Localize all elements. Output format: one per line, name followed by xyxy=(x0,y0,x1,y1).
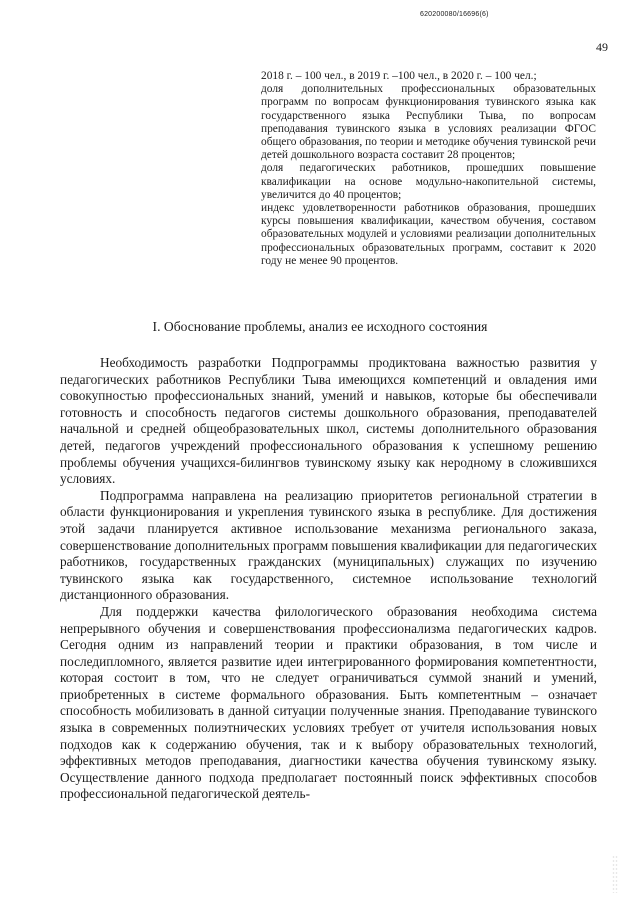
document-registry-number: 620200080/16696(6) xyxy=(420,11,489,18)
page-number: 49 xyxy=(596,40,608,54)
indicator-line: доля педагогических работников, прошедших повышение квалификации на основе модульно-накопительной системы, увеличится до 40 процентов; xyxy=(261,162,596,201)
scan-smudge xyxy=(612,855,618,893)
paragraph: Подпрограмма направлена на реализацию приоритетов региональной стратегии в области функционирования и укрепления тувинского языка в республике. Для достижения этой задачи планируется активное использование механизма регионального заказа, совершенствование дополнительных программ повышения квалификации для педагогических работников, государственных гражданских (муниципальных) служащих по изучению тувинского языка как государственного, системное использование технологий дистанционного образования. xyxy=(60,487,597,603)
indicator-line: доля дополнительных профессиональных образовательных программ по вопросам функционирования тувинского языка как государственного языка Республики Тыва, по вопросам преподавания тувинского языка в условиях реализации ФГОС общего образования, по теории и методике обучения тувинской речи детей дошкольного возраста составит 28 процентов; xyxy=(261,83,596,162)
paragraph: Необходимость разработки Подпрограммы продиктована важностью развития у педагогических работников Республики Тыва имеющихся компетенций и овладения ими совокупностью профессиональных знаний, умений и навыков, которые бы обеспечивали готовность и способность педагогов системы дошкольного образования, преподавателей начальной и средней общеобразовательных школ, системы дополнительного образования детей, педагогов учреждений профессионального образования к успешному решению проблемы обучения учащихся-билингвов тувинскому языку как неродному в сложившихся условиях. xyxy=(60,355,597,487)
indicators-block xyxy=(261,70,596,268)
indicator-line: индекс удовлетворенности работников образования, прошедших курсы повышения квалификации, качеством обучения, составом образовательных модулей и условиями реализации дополнительных профессиональных образовательных программ, составит к 2020 году не менее 90 процентов. xyxy=(261,202,596,267)
paragraph: Для поддержки качества филологического образования необходима система непрерывного обучения и совершенствования профессионализма педагогических кадров. Сегодня одним из направлений теории и практики образования, в том числе и последипломного, является развитие идеи интегрированного формирования компетентности, которая состоит в том, что не следует ограничиваться суммой знаний и умений, приобретенных в системе формального образования. Быть компетентным – означает способность мобилизовать в данной ситуации полученные знания. Преподавание тувинского языка в современных полиэтнических условиях требует от учителя использования новых подходов как к содержанию обучения, так и к выбору образовательных технологий, эффективных методов преподавания, диагностики качества обучения тувинскому языку. Осуществление данного подхода предполагает постоянный поиск эффективных способов профессиональной педагогической деятель- xyxy=(60,603,597,802)
section-title: I. Обоснование проблемы, анализ ее исходного состояния xyxy=(152,319,488,334)
indicator-line: 2018 г. – 100 чел., в 2019 г. –100 чел., в 2020 г. – 100 чел.; xyxy=(261,70,537,82)
body-text xyxy=(60,355,597,803)
